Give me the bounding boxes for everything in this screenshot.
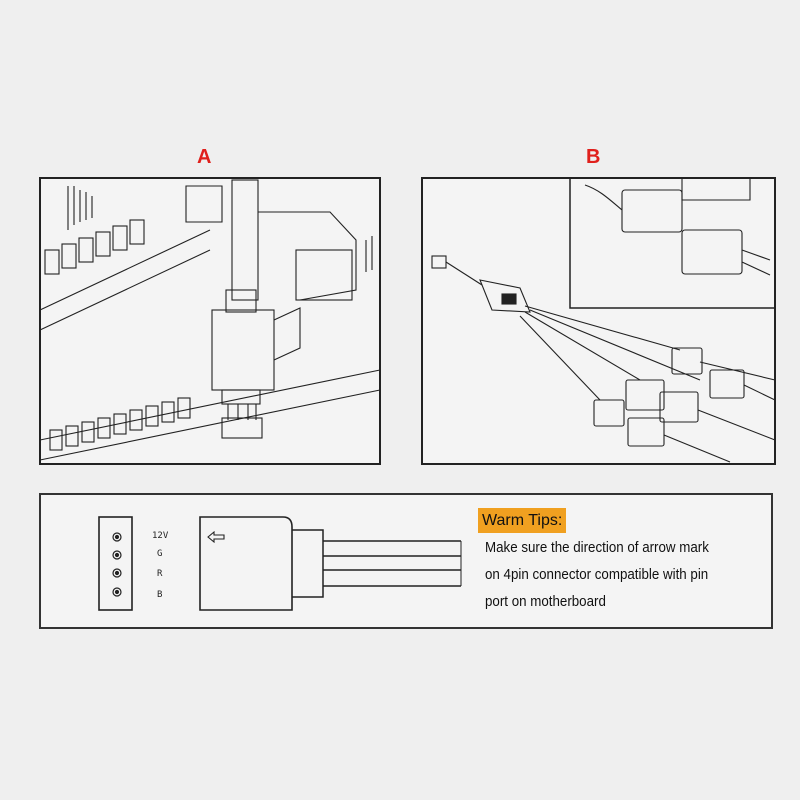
tip-line-1: Make sure the direction of arrow mark (485, 540, 709, 556)
panel-a-illustration (40, 178, 380, 464)
pin-label-r: R (157, 569, 163, 579)
connector-diagram (40, 494, 772, 628)
tip-line-2: on 4pin connector compatible with pin (485, 567, 709, 583)
tip-line-3: port on motherboard (485, 594, 606, 610)
pin-label-g: G (157, 549, 163, 559)
panel-a-label: A (197, 146, 212, 168)
warm-tips-title: Warm Tips: (478, 508, 566, 533)
pin-label-12v: 12V (152, 531, 169, 541)
panel-b-illustration (422, 178, 775, 464)
panel-b-label: B (586, 146, 601, 168)
pin-label-b: B (157, 590, 163, 600)
